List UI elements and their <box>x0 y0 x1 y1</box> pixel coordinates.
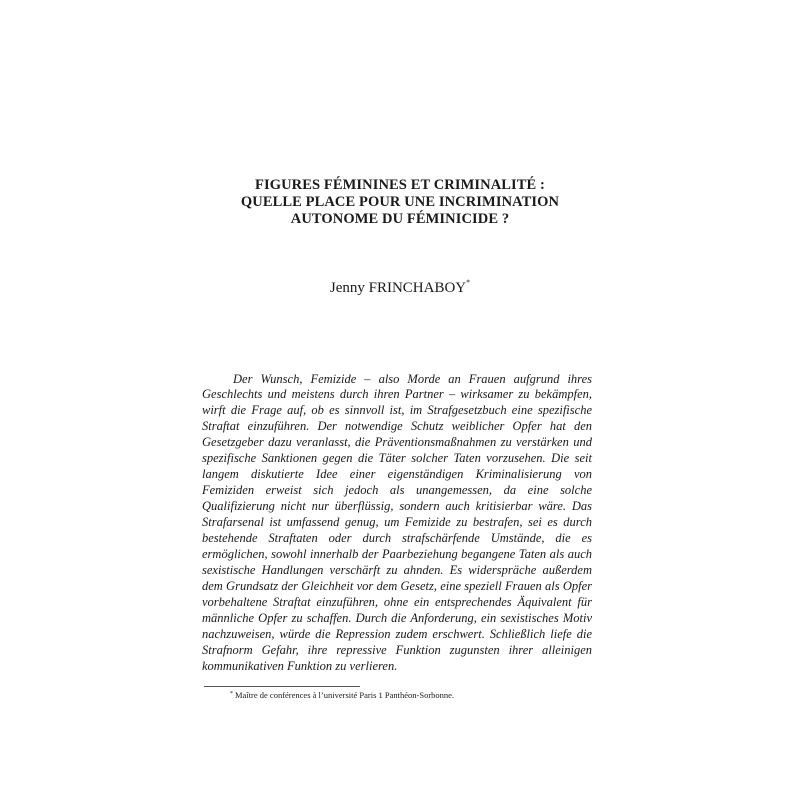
article-title <box>200 177 600 228</box>
title-line-3: AUTONOME DU FÉMINICIDE ? <box>290 211 510 227</box>
footnote-marker: * <box>230 691 233 697</box>
footnote <box>230 690 600 701</box>
author-footnote-marker: * <box>466 278 471 287</box>
author-line <box>200 279 600 297</box>
title-line-2: QUELLE PLACE POUR UNE INCRIMINATION <box>240 194 560 210</box>
abstract-paragraph: Der Wunsch, Femizide – also Morde an Frauen aufgrund ihres Geschlechts und meistens durch ihren Partner – wirksamer zu bekämpfen, wirft die Frage auf, ob es sinnvoll ist, im Strafgesetzbuch eine spezifische Straftat einzuführen. Der notwendige Schutz weiblicher Opfer hat den Gesetzgeber dazu veranlasst, die Präventionsmaßnahmen zu verstärken und spezifische Sanktionen gegen die Täter solcher Taten vorzusehen. Die seit langem diskutierte Idee einer eigenständigen Kriminalisierung von Femiziden erweist sich jedoch als unangemessen, da eine solche Qualifizierung nicht nur überflüssig, sondern auch kritisierbar wäre. Das Strafarsenal ist umfassend genug, um Femizide zu bestrafen, sei es durch bestehende Straftaten oder durch strafschärfende Umstände, die es ermöglichen, sowohl innerhalb der Paarbeziehung begangene Taten als auch sexistische Handlungen verschärft zu ahnden. Es widerspräche außerdem dem Grundsatz der Gleichheit vor dem Gesetz, eine speziell Frauen als Opfer vorbehaltene Straftat einzuführen, ohne ein entsprechendes Äquivalent für männliche Opfer zu schaffen. Durch die Anforderung, ein sexistisches Motiv nachzuweisen, würde die Repression zudem erschwert. Schließlich liefe die Strafnorm Gefahr, ihre repressive Funktion zugunsten ihrer alleinigen kommunikativen Funktion zu verlieren. <box>202 371 592 673</box>
author-name: Jenny FRINCHABOY <box>329 280 467 296</box>
footnote-separator <box>204 686 360 687</box>
footnote-text: Maître de conférences à l’université Paris 1 Panthéon-Sorbonne. <box>235 690 455 700</box>
title-line-1: FIGURES FÉMININES ET CRIMINALITÉ : <box>255 177 545 193</box>
